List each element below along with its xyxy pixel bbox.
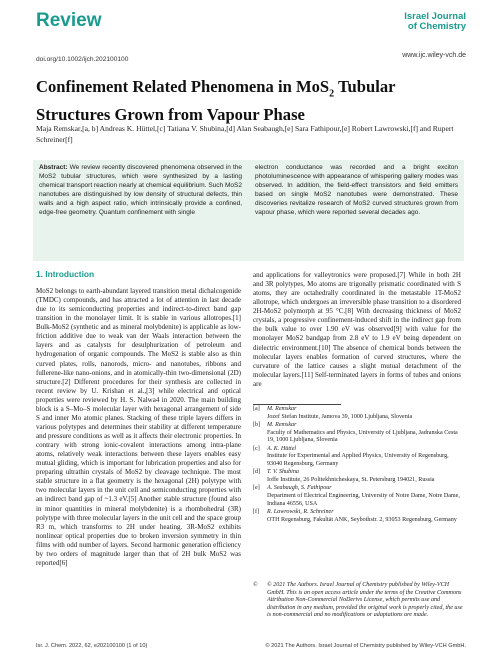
affiliation-name: A. K. Hüttel [267, 445, 297, 452]
footer-citation: Isr. J. Chem. 2022, 62, e202100100 (1 of 10) [36, 643, 148, 649]
journal-url[interactable]: www.ijc.wiley-vch.de [402, 52, 466, 59]
affiliation-list [253, 406, 463, 525]
affiliation-item [253, 509, 463, 524]
title-line2: Structures Grown from Vapour Phase [36, 105, 305, 125]
affiliation-key: [f] [253, 509, 260, 516]
footer-copyright: © 2021 The Authors. Israel Journal of Chemistry published by Wiley-VCH GmbH. [265, 643, 466, 649]
abstract-left-column [39, 164, 242, 217]
affiliation-name: R. Lawrowski, R. Schreiner [267, 509, 334, 516]
affiliation-key: [a] [253, 406, 260, 412]
license-notice [253, 582, 463, 620]
affiliation-key: [c] [253, 445, 260, 452]
affiliation-item [253, 446, 463, 469]
body-left-column: MoS2 belongs to earth-abundant layered transition metal dichalcogenide (TMDC) compounds, and has attracted a lot of attention in last decade due to its semiconducting properties and indirect-to-direct band gap transition in the monolayer limit. It is stable in various allotropes.[1] Bulk-MoS2 (synthetic and as mineral molybdenite) is applicable as low-friction additive due to weak van der Waals interaction between the layers and as catalysts for desulphurization of petroleum and hydrogenation of organic compounds. The MoS2 is stable also as thin curved plates, rolls, nanorods, micro- and nanotubes, ribbons and fullerene-like nano-onions, and in atomically-thin two-dimensional (2D) structure.[2] Different procedures for their synthesis are collected in recent review by U. Krishan et al.,[3] while electrical and optical properties were reviewed by H. S. Nalwa4 in 2020. The main building block is a S–Mo–S molecular layer with hexagonal arrangement of side S and inner Mo atomic planes. Stacking of these triple layers differs in various polytypes and determines their stability at different temperature and pressure conditions as well as it affects their electronic properties. In contrary with strong ionic-covalent interactions among intra-plane atoms, relatively weak interactions between these layers enables easy mutual gliding, which is important for lubrication properties and also for preparing ultrathin crystals of MoS2 by cleavage technique. The most stable structure in a flat geometry is the hexagonal (2H) polytype with two molecular layers in the unit cell and semiconducting properties with an indirect band gap of ~1.3 eV.[5] Another stable structure (found also in minor quantities in mineral molybdenite) is a rhombohedral (3R) polytype with three molecular layers in the unit cell and the space group R3 m, which transforms to 2H under heating. 3R-MoS2 exhibits nonlinear optical properties due to broken inversion symmetry in thin films with odd number of layers. Second harmonic generation efficiency by two orders of magnitude larger than that of 2H bulk MoS2 was reported[6] [36, 287, 241, 567]
affiliation-item [253, 406, 463, 421]
affiliation-item [253, 469, 463, 484]
affiliation-address: Jozef Stefan Institute, Jamova 39, 1000 Ljubljana, Slovenia [267, 413, 413, 420]
affiliation-divider [253, 404, 341, 405]
affiliation-key: [d] [253, 469, 261, 476]
affiliation-name: M. Remskar [267, 406, 297, 412]
open-access-icon: © [253, 582, 258, 588]
affiliation-address: OTH Regensburg, Fakultät ANK, Seybothstr. 2, 93053 Regensburg, Germany [267, 516, 457, 523]
affiliation-key: [b] [253, 422, 261, 428]
journal-name: Israel Journal of Chemistry [404, 11, 466, 32]
abstract-left-text: We review recently discovered phenomena observed in the MoS2 tubular structures, which were synthesized by a lasting chemical transport reaction nearly at chemical equilibrium. Such MoS2 nanotubes are distinguished by low density of structural defects, thin walls and a high aspect ratio, which intrinsically provide a confined, edge-free geometry. Quantum confinement with single [39, 164, 242, 216]
affiliation-address: Faculty of Mathematics and Physics, University of Ljubljana, Jadranska Cesta 19, 1000 Ljubljana, Slovenia [267, 429, 458, 444]
abstract-label: Abstract: [39, 164, 68, 171]
title-line1-start: Confinement Related Phenomena in MoS [36, 77, 330, 96]
affiliation-item [253, 422, 463, 445]
affiliation-item [253, 485, 463, 508]
affiliation-key: [e] [253, 485, 260, 492]
abstract-box [33, 160, 464, 261]
author-list: Maja Remskar,[a, b] Andreas K. Hüttel,[c] Tatiana V. Shubina,[d] Alan Seabaugh,[e] Sara Fathipour,[e] Robert Lawrowski,[f] and Rupert Schreiner[f] [36, 124, 454, 144]
affiliation-name: T. V. Shubina [267, 469, 299, 476]
doi-link[interactable]: doi.org/10.1002/ijch.202100100 [36, 56, 129, 63]
title-subscript: 2 [329, 88, 335, 100]
section-type-label: Review [36, 10, 102, 31]
abstract-right-text: electron conductance was recorded and a bright exciton photoluminescence with appearance of whispering gallery modes was observed. In addition, the field-effect transistors and field emitters based on single MoS2 nanotubes were demonstrated. These discoveries revitalize research of MoS2 curved structures grown from vapour phase, which were reported several decades ago. [255, 164, 458, 216]
affiliation-address: Department of Electrical Engineering, University of Notre Dame, Notre Dame, Indiana 46556, USA [267, 493, 460, 507]
license-text: © 2021 The Authors. Israel Journal of Chemistry published by Wiley-VCH GmbH. This is an open access article under the terms of the Creative Commons Attribution Non-Commercial NoDerivs License, which permits use and distribution in any medium, provided the original work is properly cited, the use is non-commercial and no modifications or adaptations are made. [267, 582, 463, 619]
introduction-heading: 1. Introduction [36, 269, 95, 279]
article-title [36, 76, 456, 125]
affiliation-address: Institute for Experimental and Applied Physics, University of Regensburg, 93040 Regensburg, Germany [267, 453, 449, 468]
affiliation-name: M. Remskar [267, 422, 297, 428]
affiliation-address: Ioffe Institute, 26 Politekhnicheskaya, St. Petersburg 194021, Russia [267, 477, 435, 484]
affiliation-name: A. Seabaugh, S. Fathipour [267, 485, 332, 492]
title-line1-end: Tubular [334, 77, 396, 96]
body-right-column: and applications for valleytronics were proposed.[7] While in both 2H and 3R polytypes, Mo atoms are trigonally prismatic coordinated with S atoms, they are octahedrally coordinated in the metastable 1T-MoS2 allotrope, which undergoes an irreversible phase transition to a disordered 2H-MoS2 polymorph at 95 °C.[8] With decreasing thickness of MoS2 crystals, a progressive confinement-induced shift in the indirect gap from the bulk value to over 1.90 eV was observed[9] with value for the monolayer MoS2 bandgap from 2.8 eV to 1.9 eV being dependent on dielectric environment.[10] The absence of chemical bonds between the molecular layers enables formation of curved structures, where the curvature of the lattice causes a slight mutual detachment of the molecular layers.[11] Self-terminated layers in forms of tubes and onions are [253, 271, 461, 388]
